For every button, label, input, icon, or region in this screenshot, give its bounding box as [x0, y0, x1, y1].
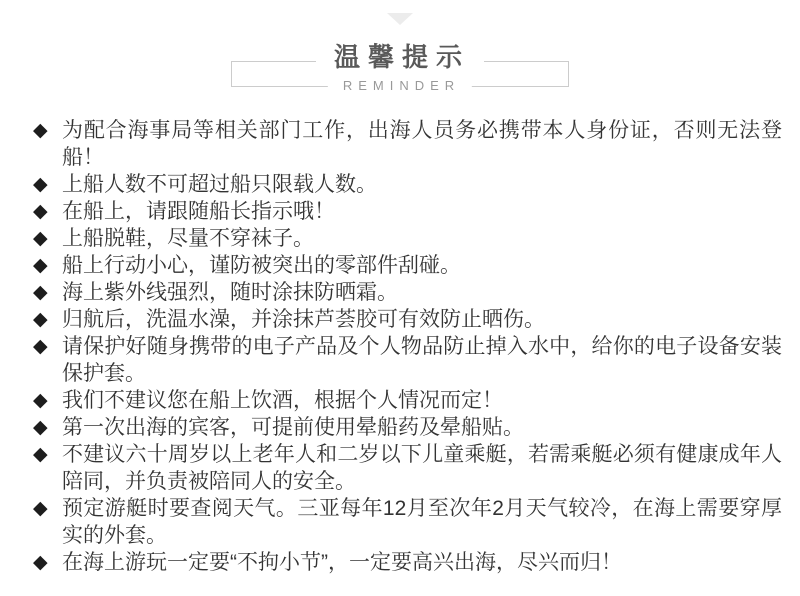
diamond-bullet-icon: ◆ [33, 390, 48, 411]
diamond-bullet-icon: ◆ [33, 174, 48, 195]
diamond-bullet-icon: ◆ [33, 120, 48, 141]
page-subtitle: REMINDER [328, 78, 472, 94]
diamond-bullet-icon: ◆ [33, 201, 48, 222]
diamond-bullet-icon: ◆ [33, 417, 48, 438]
reminder-notice-page [0, 13, 800, 596]
tip-text: 我们不建议您在船上饮酒，根据个人情况而定！ [62, 389, 503, 412]
tip-text: 归航后，洗温水澡，并涂抹芦荟胶可有效防止晒伤。 [62, 308, 545, 331]
header-box [231, 42, 569, 93]
tip-text: 上船脱鞋，尽量不穿袜子。 [62, 227, 314, 250]
tip-text: 上船人数不可超过船只限载人数。 [62, 173, 377, 196]
list-item [33, 549, 782, 576]
tip-text: 请保护好随身携带的电子产品及个人物品防止掉入水中，给你的电子设备安装保护套。 [62, 335, 782, 385]
list-item [33, 495, 782, 549]
tip-text: 为配合海事局等相关部门工作，出海人员务必携带本人身份证，否则无法登船！ [62, 119, 782, 169]
list-item [33, 333, 782, 387]
list-item [33, 387, 782, 414]
list-item [33, 171, 782, 198]
tip-text: 在船上，请跟随船长指示哦！ [62, 200, 335, 223]
page-title: 温馨提示 [316, 44, 484, 70]
list-item [33, 117, 782, 171]
list-item [33, 414, 782, 441]
list-item [33, 225, 782, 252]
list-item [33, 306, 782, 333]
diamond-bullet-icon: ◆ [33, 552, 48, 573]
tip-text: 在海上游玩一定要“不拘小节”，一定要高兴出海，尽兴而归！ [62, 551, 622, 574]
tip-text: 不建议六十周岁以上老年人和二岁以下儿童乘艇，若需乘艇必须有健康成年人陪同，并负责被陪同人的安全。 [62, 443, 782, 493]
diamond-bullet-icon: ◆ [33, 444, 48, 465]
list-item [33, 198, 782, 225]
list-item [33, 441, 782, 495]
diamond-bullet-icon: ◆ [33, 228, 48, 249]
tip-text: 海上紫外线强烈，随时涂抹防晒霜。 [62, 281, 398, 304]
diamond-bullet-icon: ◆ [33, 498, 48, 519]
diamond-bullet-icon: ◆ [33, 255, 48, 276]
triangle-down-icon [387, 13, 413, 25]
list-item [33, 252, 782, 279]
diamond-bullet-icon: ◆ [33, 282, 48, 303]
tip-text: 第一次出海的宾客，可提前使用晕船药及晕船贴。 [62, 416, 524, 439]
diamond-bullet-icon: ◆ [33, 309, 48, 330]
tip-text: 预定游艇时要查阅天气。三亚每年12月至次年2月天气较冷，在海上需要穿厚实的外套。 [62, 497, 782, 547]
tips-list [0, 117, 800, 576]
diamond-bullet-icon: ◆ [33, 336, 48, 357]
list-item [33, 279, 782, 306]
tip-text: 船上行动小心，谨防被突出的零部件刮碰。 [62, 254, 461, 277]
